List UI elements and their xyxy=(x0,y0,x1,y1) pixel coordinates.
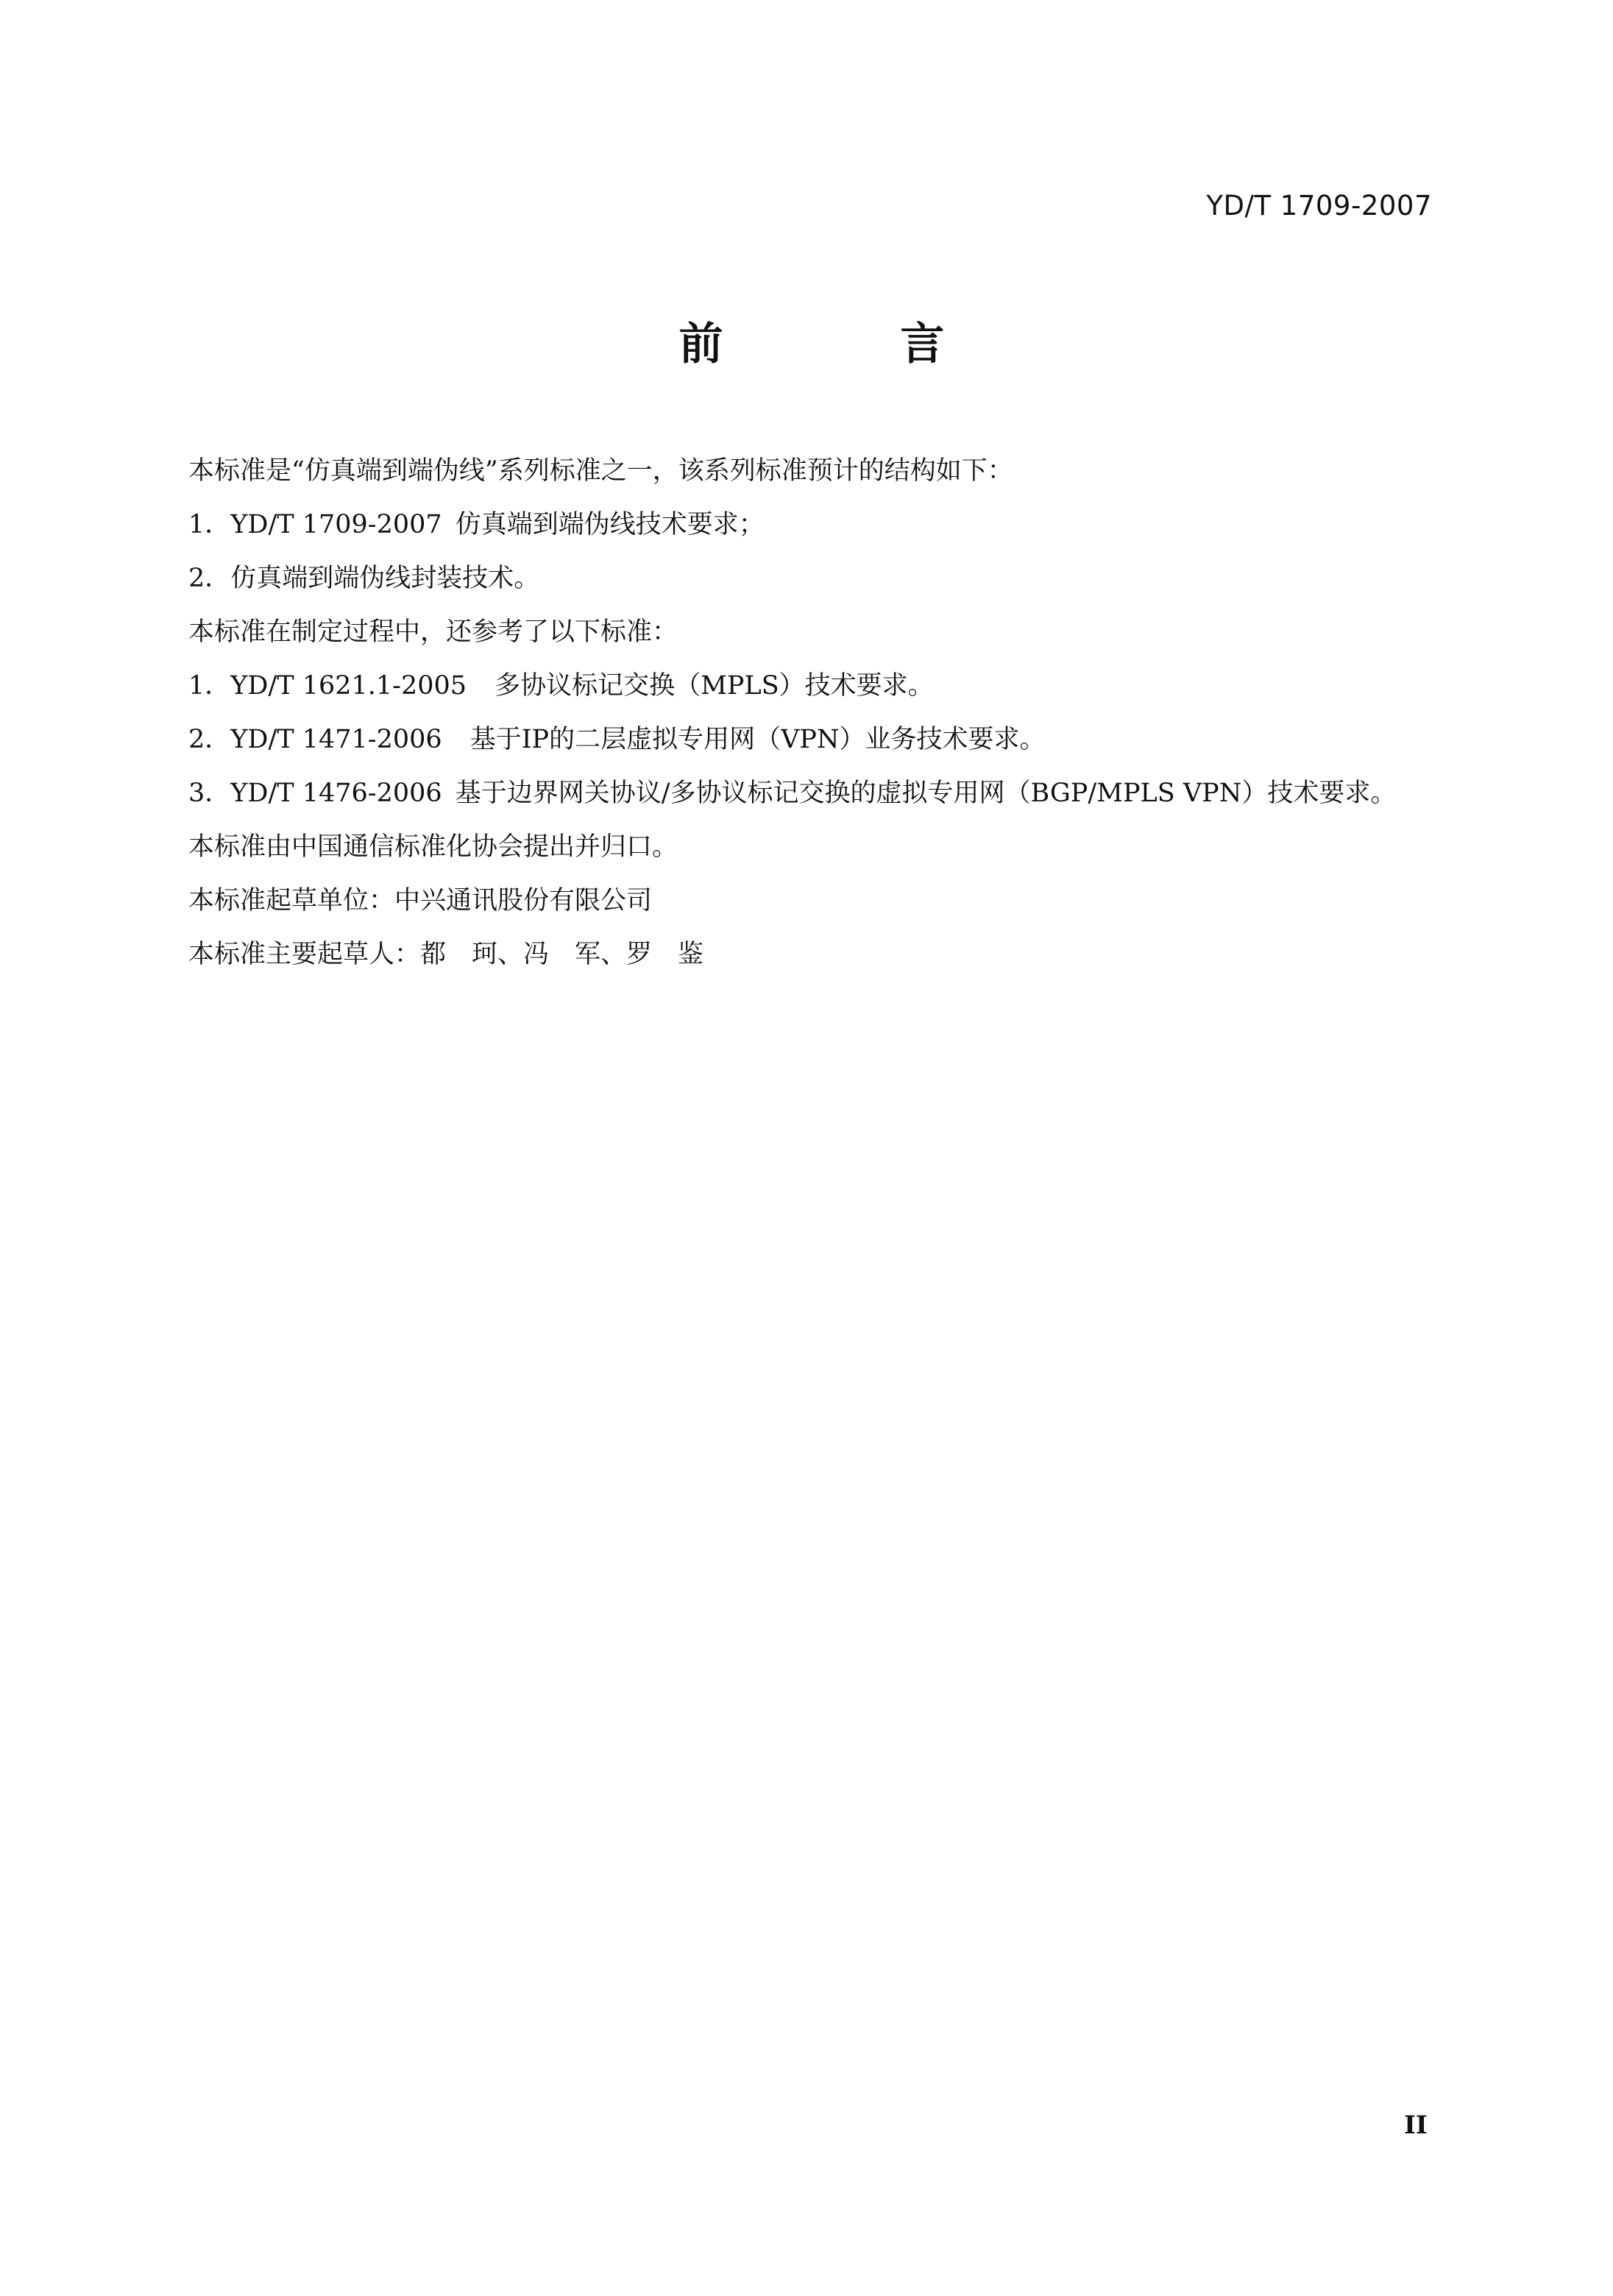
reference-item-code: YD/T 1621.1-2005 xyxy=(230,671,467,701)
reference-item-code: YD/T 1476-2006 xyxy=(230,779,442,808)
series-item xyxy=(188,564,1476,593)
document-code: YD/T 1709-2007 xyxy=(1206,190,1432,222)
proposer-statement: 本标准由中国通信标准化协会提出并归口。 xyxy=(188,832,678,862)
reference-item-name: 基于IP的二层虚拟专用网（VPN）业务技术要求。 xyxy=(469,725,1046,754)
series-item-name: 仿真端到端伪线封装技术。 xyxy=(230,564,540,593)
reference-item-number: 2． xyxy=(188,725,231,754)
series-item xyxy=(188,510,1476,539)
page-title: 前 言 xyxy=(678,319,1026,370)
series-item-number: 1． xyxy=(188,510,231,539)
series-item-number: 2． xyxy=(188,564,231,593)
foreword-body xyxy=(188,456,1476,993)
reference-item-number: 1． xyxy=(188,671,231,701)
reference-item-number: 3． xyxy=(188,779,231,808)
series-item-code: YD/T 1709-2007 xyxy=(230,510,442,539)
reference-item xyxy=(188,779,1476,808)
reference-item xyxy=(188,725,1476,754)
drafting-unit: 本标准起草单位：中兴通讯股份有限公司 xyxy=(188,886,653,915)
reference-item-name: 多协议标记交换（MPLS）技术要求。 xyxy=(494,671,934,701)
series-item-name: 仿真端到端伪线技术要求； xyxy=(455,510,765,539)
references-intro: 本标准在制定过程中，还参考了以下标准： xyxy=(188,617,678,647)
page-number: II xyxy=(1404,2111,1428,2140)
drafters: 本标准主要起草人：都 珂、冯 军、罗 鉴 xyxy=(188,940,704,969)
reference-item-name: 基于边界网关协议/多协议标记交换的虚拟专用网（BGP/MPLS VPN）技术要求。 xyxy=(455,779,1397,808)
intro-paragraph: 本标准是“仿真端到端伪线”系列标准之一，该系列标准预计的结构如下： xyxy=(188,456,1013,486)
reference-item xyxy=(188,671,1476,701)
reference-item-code: YD/T 1471-2006 xyxy=(230,725,442,754)
